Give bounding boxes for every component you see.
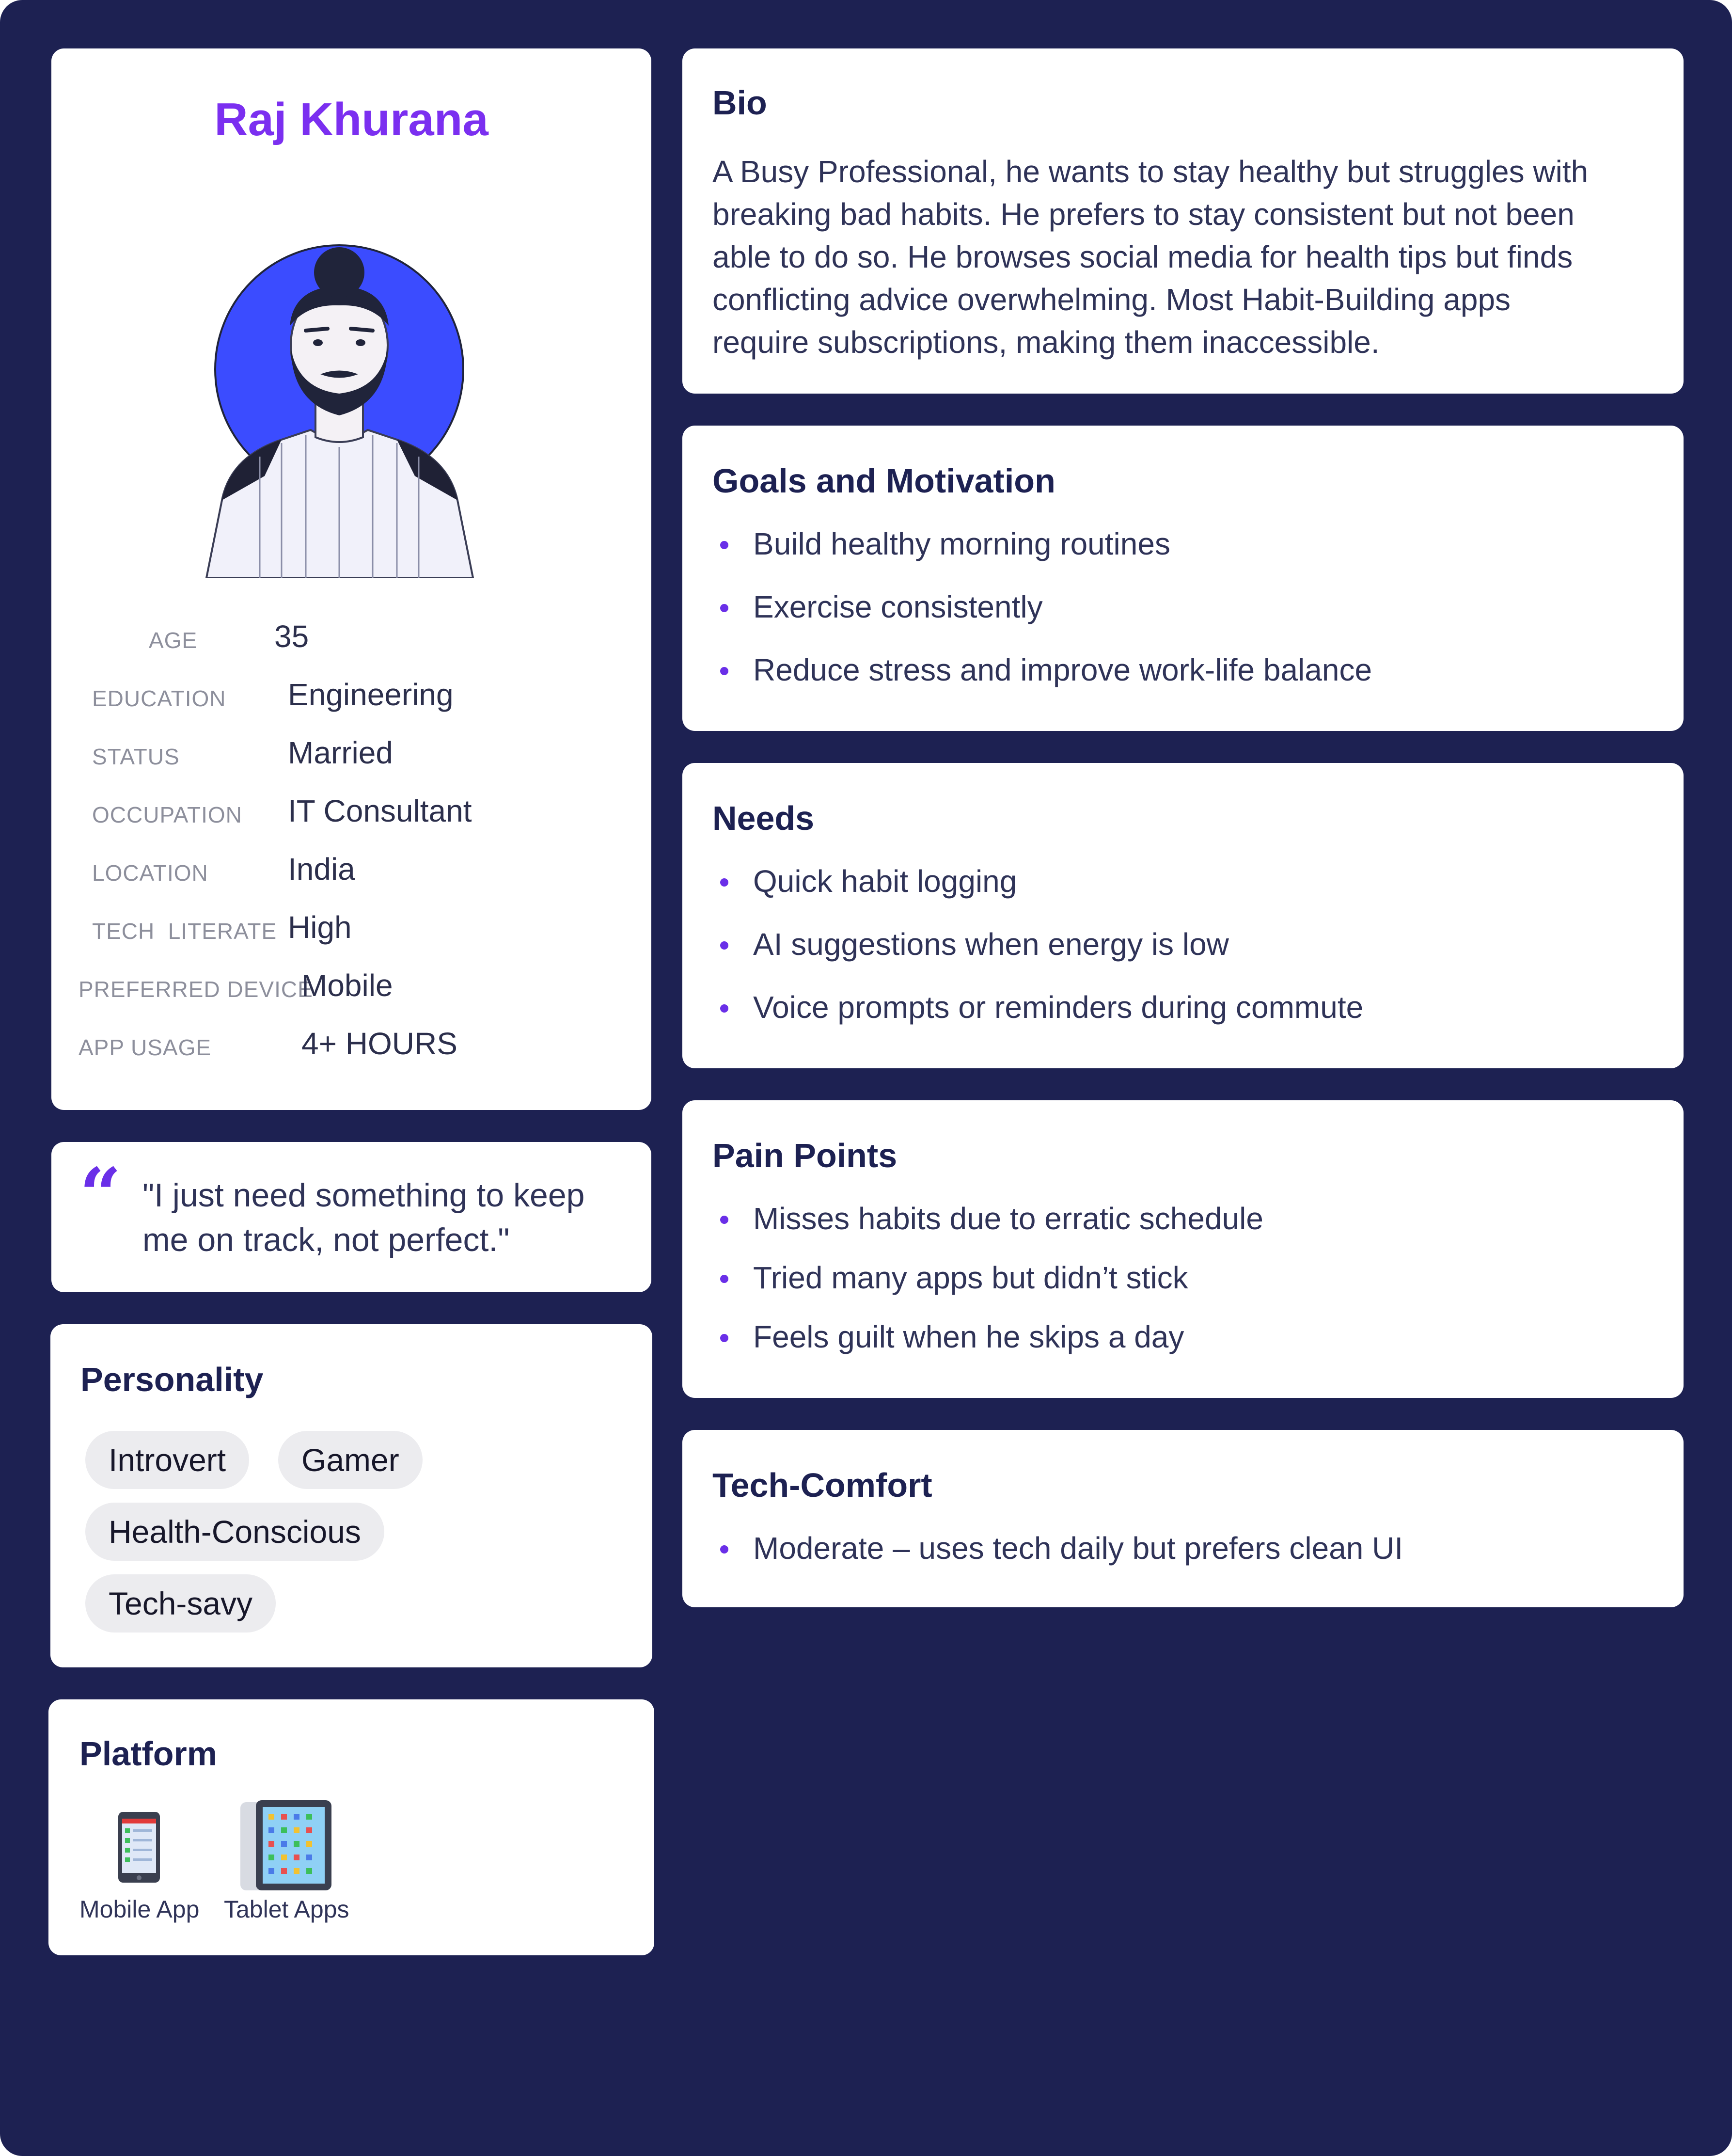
tech-comfort-card bbox=[682, 1430, 1684, 1607]
trait-chip-introvert: Introvert bbox=[85, 1431, 249, 1489]
needs-title: Needs bbox=[712, 799, 815, 837]
needs-card bbox=[682, 763, 1684, 1068]
attr-label-status: STATUS bbox=[92, 744, 180, 769]
pain-point-item: Misses habits due to erratic schedule bbox=[712, 1200, 1263, 1237]
attr-value-location: India bbox=[288, 852, 355, 887]
quote-line-1: "I just need something to keep bbox=[142, 1177, 585, 1214]
bio-text bbox=[712, 150, 1588, 364]
persona-name: Raj Khurana bbox=[214, 94, 488, 145]
trait-chip-gamer: Gamer bbox=[278, 1431, 423, 1489]
quote-icon: “ bbox=[79, 1152, 122, 1237]
goals-list bbox=[712, 525, 1372, 688]
need-item: Voice prompts or reminders during commute bbox=[712, 989, 1363, 1026]
profile-card bbox=[51, 48, 651, 1110]
pain-point-item: Tried many apps but didn’t stick bbox=[712, 1259, 1263, 1296]
needs-list bbox=[712, 863, 1363, 1026]
trait-chip-tech-savy: Tech-savy bbox=[85, 1574, 276, 1633]
tablet-icon bbox=[240, 1800, 332, 1892]
attr-value-occupation: IT Consultant bbox=[288, 793, 472, 828]
mobile-phone-icon bbox=[117, 1811, 161, 1884]
personality-title: Personality bbox=[80, 1361, 264, 1398]
attr-value-age: 35 bbox=[274, 619, 309, 654]
attr-label-location: LOCATION bbox=[92, 860, 208, 886]
bio-line-3: able to do so. He browses social media for health tips but finds bbox=[712, 239, 1573, 274]
platform-label-mobile: Mobile App bbox=[79, 1896, 200, 1923]
quote-text bbox=[142, 1173, 585, 1262]
avatar-hair-bun bbox=[314, 247, 364, 298]
goals-title: Goals and Motivation bbox=[712, 462, 1055, 500]
attr-label-tech-literate: TECH LITERATE bbox=[92, 919, 277, 944]
platform-title: Platform bbox=[79, 1735, 217, 1773]
trait-chip-health-conscious: Health-Conscious bbox=[85, 1503, 384, 1561]
goal-item: Exercise consistently bbox=[712, 588, 1372, 625]
bio-card bbox=[682, 48, 1684, 394]
pain-point-item: Feels guilt when he skips a day bbox=[712, 1318, 1263, 1355]
bio-line-2: breaking bad habits. He prefers to stay consistent but not been bbox=[712, 197, 1575, 232]
quote-line-2: me on track, not perfect." bbox=[142, 1221, 510, 1258]
tech-comfort-list bbox=[712, 1530, 1403, 1567]
bio-line-4: conflicting advice overwhelming. Most Habit-Building apps bbox=[712, 282, 1511, 317]
personality-card bbox=[50, 1324, 652, 1667]
attr-label-app-usage: APP USAGE bbox=[79, 1035, 212, 1060]
platform-label-tablet: Tablet Apps bbox=[224, 1896, 349, 1923]
need-item: Quick habit logging bbox=[712, 863, 1363, 900]
quote-card bbox=[51, 1142, 651, 1292]
attr-label-occupation: OCCUPATION bbox=[92, 802, 242, 827]
goals-card bbox=[682, 426, 1684, 731]
pain-points-title: Pain Points bbox=[712, 1137, 897, 1174]
attr-label-preferred-device: PREFERRED DEVICE bbox=[79, 977, 313, 1002]
bio-line-5: require subscriptions, making them inaccessible. bbox=[712, 325, 1380, 360]
attr-value-education: Engineering bbox=[288, 677, 454, 712]
bio-line-1: A Busy Professional, he wants to stay healthy but struggles with bbox=[712, 154, 1589, 189]
tech-comfort-title: Tech-Comfort bbox=[712, 1466, 932, 1504]
attr-label-education: EDUCATION bbox=[92, 686, 226, 711]
attr-value-tech-literate: High bbox=[288, 910, 352, 945]
bio-title: Bio bbox=[712, 84, 767, 122]
need-item: AI suggestions when energy is low bbox=[712, 926, 1363, 963]
pain-points-list bbox=[712, 1200, 1263, 1355]
tech-comfort-item: Moderate – uses tech daily but prefers clean UI bbox=[712, 1530, 1403, 1567]
pain-points-card bbox=[682, 1100, 1684, 1398]
goal-item: Build healthy morning routines bbox=[712, 525, 1372, 562]
attr-value-app-usage: 4+ HOURS bbox=[301, 1026, 457, 1061]
attr-label-age: AGE bbox=[149, 628, 198, 653]
goal-item: Reduce stress and improve work-life balance bbox=[712, 651, 1372, 688]
platform-card bbox=[48, 1699, 654, 1955]
avatar-illustration bbox=[197, 243, 507, 578]
attr-value-status: Married bbox=[288, 735, 393, 770]
attr-value-preferred-device: Mobile bbox=[301, 968, 393, 1003]
